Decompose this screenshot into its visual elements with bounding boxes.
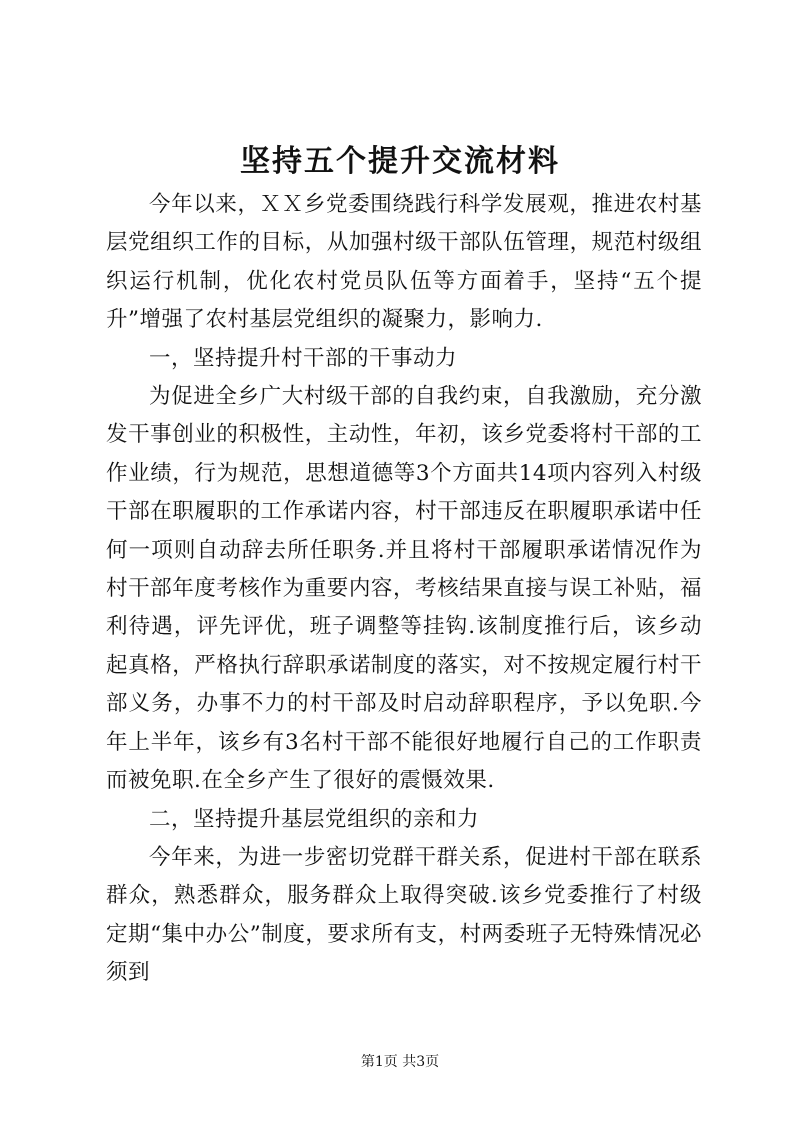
section-heading-2: 二，坚持提升基层党组织的亲和力 <box>149 806 480 832</box>
document-body <box>106 186 702 993</box>
section-heading-1: 一，坚持提升村干部的干事动力 <box>149 345 458 371</box>
page-title: 坚持五个提升交流材料 <box>240 144 560 179</box>
page-number-footer: 第1页 共3页 <box>360 1054 440 1070</box>
paragraph-section-1: 为促进全乡广大村级干部的自我约束，自我激励，充分激发干事创业的积极性，主动性，年初，该乡党委将村干部的工作业绩，行为规范，思想道德等3个方面共14项内容列入村级干部在职履职的工作承诺内容，村干部违反在职履职承诺中任何一项则自动辞去所任职务.并且将村干部履职承诺情况作为村干部年度考核作为重要内容，考核结果直接与误工补贴，福利待遇，评先评优，班子调整等挂钩.该制度推行后，该乡动起真格，严格执行辞职承诺制度的落实，对不按规定履行村干部义务，办事不力的村干部及时启动辞职程序，予以免职.今年上半年，该乡有3名村干部不能很好地履行自己的工作职责而被免职.在全乡产生了很好的震慑效果. <box>106 384 702 794</box>
paragraph-intro: 今年以来，ＸＸ乡党委围绕践行科学发展观，推进农村基层党组织工作的目标，从加强村级干部队伍管理，规范村级组织运行机制，优化农村党员队伍等方面着手，坚持“五个提升”增强了农村基层党组织的凝聚力，影响力. <box>106 192 702 333</box>
paragraph-section-2: 今年来，为进一步密切党群干群关系，促进村干部在联系群众，熟悉群众，服务群众上取得突破.该乡党委推行了村级定期“集中办公”制度，要求所有支，村两委班子无特殊情况必须到 <box>106 844 702 986</box>
